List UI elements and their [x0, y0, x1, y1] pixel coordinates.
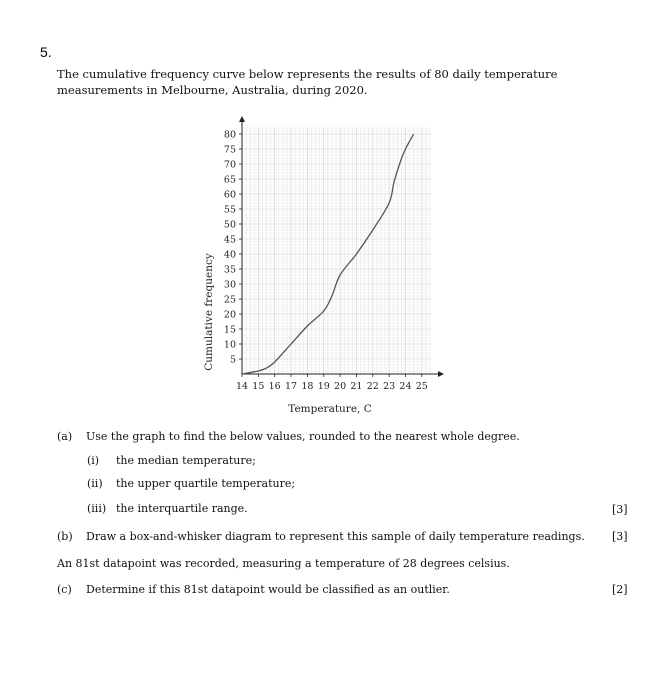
x-tick-label: 20: [334, 381, 347, 392]
y-tick-label: 20: [223, 309, 236, 321]
x-tick-label: 24: [399, 381, 412, 392]
part-c-text: Determine if this 81st datapoint would be classified as an outlier.: [86, 583, 450, 596]
part-a-iii-label: (iii): [87, 502, 107, 515]
y-tick-label: 35: [223, 264, 236, 276]
question-intro: The cumulative frequency curve below represents the results of 80 daily temperature measurements in Melbourne, Australia, during 2020.: [57, 67, 558, 97]
part-c-label: (c): [57, 583, 72, 596]
y-axis-label: Cumulative frequency: [203, 253, 215, 371]
question-number: 5.: [40, 44, 52, 60]
part-a-iii-text: the interquartile range.: [116, 502, 248, 515]
y-tick-label: 55: [223, 204, 236, 216]
y-tick-label: 75: [223, 144, 236, 156]
y-tick-label: 30: [223, 279, 236, 291]
y-tick-label: 45: [223, 234, 236, 246]
part-a-marks: [3]: [612, 503, 628, 516]
outlier-note: An 81st datapoint was recorded, measuring a temperature of 28 degrees celsius.: [57, 557, 510, 570]
part-a-ii-text: the upper quartile temperature;: [116, 477, 296, 490]
x-tick-label: 22: [366, 381, 379, 392]
chart-svg: [190, 112, 450, 422]
x-tick-label: 16: [268, 381, 281, 392]
chart-grid: [242, 128, 430, 374]
y-tick-label: 70: [223, 159, 236, 171]
part-a-i-label: (i): [87, 454, 100, 467]
y-tick-label: 50: [223, 219, 236, 231]
y-axis-arrow: [239, 116, 245, 122]
y-tick-label: 40: [223, 249, 236, 261]
y-tick-label: 15: [223, 324, 236, 336]
x-tick-label: 17: [284, 381, 298, 392]
part-a-label: (a): [57, 430, 73, 443]
y-tick-label: 80: [223, 129, 236, 141]
x-tick-label: 23: [383, 381, 396, 392]
x-axis-label: Temperature, C: [288, 403, 372, 415]
part-c-marks: [2]: [612, 583, 628, 596]
x-tick-label: 18: [301, 381, 314, 392]
y-tick-label: 65: [223, 174, 236, 186]
part-a-i-text: the median temperature;: [116, 454, 256, 467]
x-tick-label: 15: [252, 381, 265, 392]
y-tick-label: 60: [223, 189, 236, 201]
x-axis-arrow: [438, 371, 444, 377]
y-tick-label: 25: [223, 294, 236, 306]
part-a-text: Use the graph to find the below values, rounded to the nearest whole degree.: [86, 430, 520, 443]
x-tick-label: 25: [415, 381, 428, 392]
part-b-text: Draw a box-and-whisker diagram to represent this sample of daily temperature readings.: [86, 530, 585, 543]
part-b-label: (b): [57, 530, 73, 543]
part-b-marks: [3]: [612, 530, 628, 543]
y-tick-label: 10: [223, 339, 236, 351]
cumulative-frequency-chart: [190, 112, 450, 422]
x-tick-label: 19: [317, 381, 330, 392]
x-tick-label: 14: [235, 381, 249, 392]
part-a-ii-label: (ii): [87, 477, 103, 490]
y-tick-label: 5: [229, 354, 236, 366]
x-tick-label: 21: [350, 381, 363, 392]
